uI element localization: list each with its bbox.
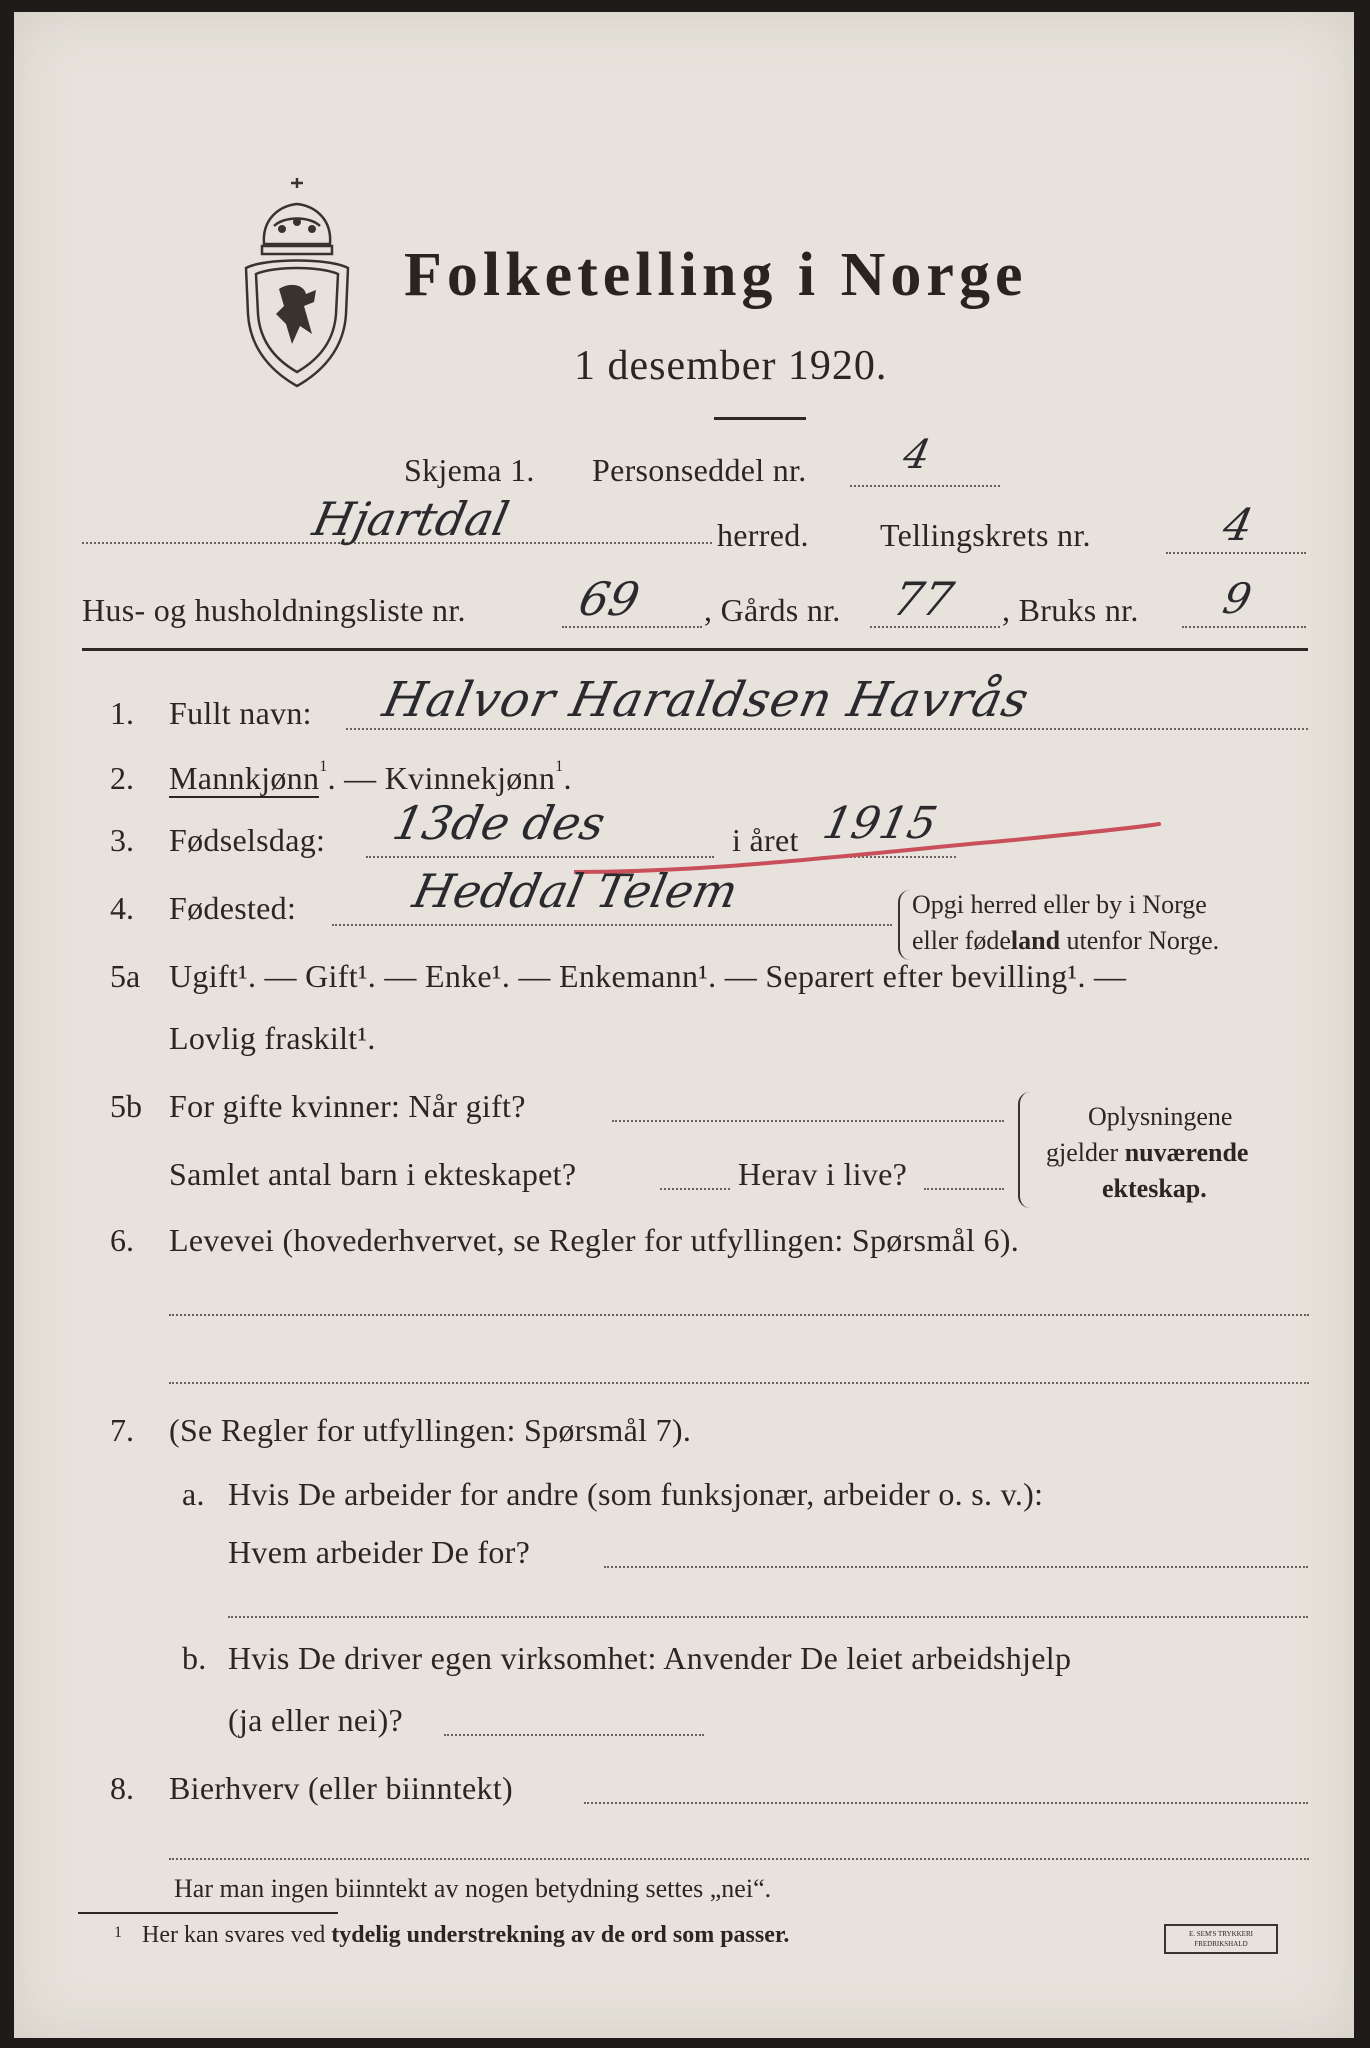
q4-note-line2: eller fødeland utenfor Norge. [912,926,1220,955]
q3-number: 3. [110,822,134,858]
form-title: Folketelling i Norge [404,241,1028,309]
q7b-question: Hvis De driver egen virksomhet: Anvender De leiet arbeidshjelp [228,1640,1072,1676]
q7b-letter: b. [182,1640,207,1676]
married-when-label: For gifte kvinner: Når gift? [169,1088,526,1124]
occupation-line-1 [169,1314,1309,1316]
q4-note-line1: Opgi herred eller by i Norge [912,890,1207,919]
bruks-label: , Bruks nr. [1002,592,1139,628]
q7a-question: Hvis De arbeider for andre (som funksjonær, arbeider o. s. v.): [228,1476,1044,1512]
q7a-employer-label: Hvem arbeider De for? [228,1534,531,1570]
footnote-text: Her kan svares ved tydelig understrekning av de ord som passer. [142,1922,790,1948]
q4-number: 4. [110,890,134,926]
header-rule [82,648,1308,651]
children-count-label: Samlet antal barn i ekteskapet? [169,1156,577,1192]
q6-number: 6. [110,1222,134,1258]
personseddel-value: 4 [899,432,935,478]
gards-value: 77 [888,572,959,626]
year-label: i året [732,822,799,858]
q1-label: Fullt navn: [169,695,312,731]
q8-number: 8. [110,1770,134,1806]
tellingskrets-label: Tellingskrets nr. [880,517,1091,553]
male-option: Mannkjønn [169,760,320,796]
q6-label: Levevei (hovederhvervet, se Regler for utfyllingen: Spørsmål 6). [169,1222,1020,1258]
q5b-note-line3: ekteskap. [1102,1174,1207,1203]
birthplace-value: Heddal Telem [408,864,743,918]
children-alive-label: Herav i live? [738,1156,908,1192]
q7a-letter: a. [182,1476,205,1512]
printer-stamp: E. SEM'S TRYKKERI FREDRIKSHALD [1164,1924,1278,1954]
q8-note: Har man ingen biinntekt av nogen betydning settes „nei“. [174,1874,772,1903]
herred-label: herred. [717,517,809,553]
q1-number: 1. [110,695,134,731]
personseddel-label: Personseddel nr. [592,452,807,488]
sex-options: Mannkjønn$^1$. — Kvinnekjønn$^1$. [169,758,572,796]
q4-label: Fødested: [169,890,297,926]
q3-label: Fødselsdag: [169,822,326,858]
full-name-value: Halvor Haraldsen Havrås [378,672,1035,728]
coat-of-arms-icon [234,174,360,392]
q8-label: Bierhverv (eller biinntekt) [169,1770,513,1806]
q5b-number: 5b [110,1088,142,1124]
hus-value: 69 [574,572,645,626]
skjema-label: Skjema 1. [404,452,535,488]
q5b-note-line2: gjelder nuværende [1046,1138,1249,1167]
occupation-line-2 [169,1382,1309,1384]
birthday-value: 13de des [388,796,610,850]
female-option: Kvinnekjønn [384,760,556,796]
footnote-mark: 1 [114,1924,122,1941]
marital-status-divorced: Lovlig fraskilt¹. [169,1020,376,1056]
q5a-number: 5a [110,958,141,994]
census-date: 1 desember 1920. [574,343,888,389]
hus-label: Hus- og husholdningsliste nr. [82,592,466,628]
q7b-yesno-label: (ja eller nei)? [228,1702,404,1738]
title-divider [714,417,806,420]
gards-label: , Gårds nr. [704,592,841,628]
herred-value: Hjartdal [308,492,514,546]
marital-status-options: Ugift¹. — Gift¹. — Enke¹. — Enkemann¹. — Separert efter bevilling¹. — [169,958,1127,994]
birth-year-value: 1915 [818,798,942,849]
q2-number: 2. [110,760,134,796]
tellingskrets-value: 4 [1218,500,1258,551]
census-form [14,12,1354,2038]
q7-number: 7. [110,1412,134,1448]
q7-label: (Se Regler for utfyllingen: Spørsmål 7). [169,1412,692,1448]
bruks-value: 9 [1218,574,1256,623]
q5b-note-line1: Oplysningene [1088,1102,1233,1131]
